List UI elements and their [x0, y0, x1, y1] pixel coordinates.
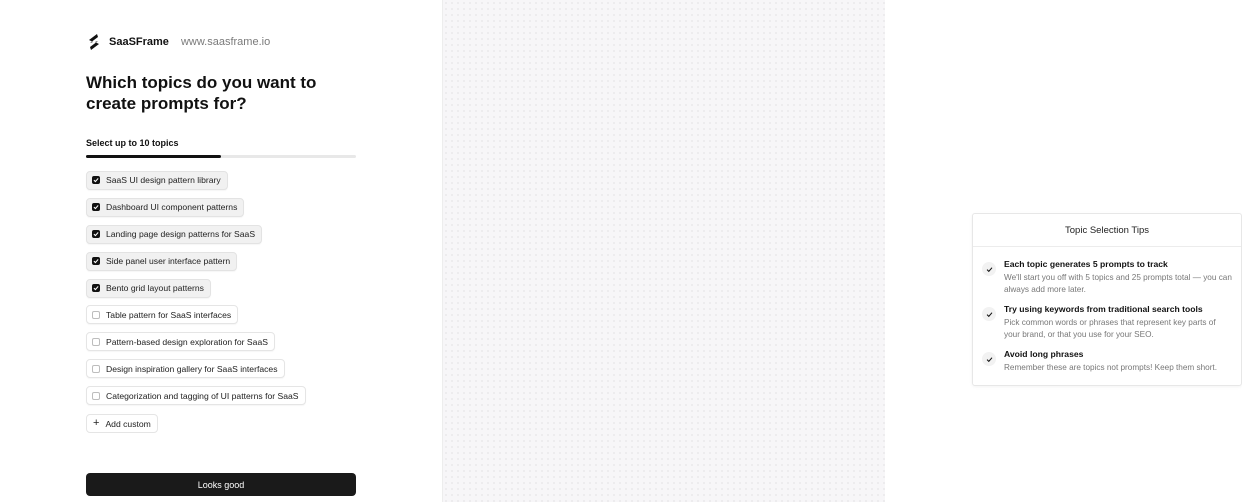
tip-body: Remember these are topics not prompts! Keep them short. [1004, 363, 1217, 372]
topic-option[interactable] [86, 359, 285, 378]
selection-limit-label: Select up to 10 topics [86, 138, 179, 148]
tips-card-title: Topic Selection Tips [973, 214, 1241, 247]
left-panel [0, 0, 443, 502]
topic-option[interactable] [86, 305, 238, 324]
topic-row [86, 224, 386, 251]
topic-option[interactable] [86, 386, 306, 405]
looks-good-button[interactable]: Looks good [86, 473, 356, 496]
selection-progress-bar [86, 155, 356, 158]
topic-row [86, 251, 386, 278]
check-icon [93, 258, 99, 264]
tips-card [972, 213, 1242, 386]
topic-option[interactable] [86, 279, 211, 298]
tip-title: Try using keywords from traditional search tools [1004, 304, 1203, 314]
page-title: Which topics do you want to create prompts for? [86, 73, 317, 113]
tip-item [982, 304, 1232, 340]
tip-item [982, 259, 1232, 295]
topic-label: Pattern-based design exploration for SaaS [106, 336, 268, 347]
checkbox-icon[interactable] [92, 176, 100, 184]
right-panel [443, 0, 1232, 502]
topic-option[interactable] [86, 225, 262, 244]
add-custom-row [86, 413, 386, 440]
checkbox-icon[interactable] [92, 311, 100, 319]
add-custom-button[interactable] [86, 414, 158, 433]
topic-row [86, 386, 386, 413]
check-icon [93, 204, 99, 210]
topic-row [86, 332, 386, 359]
topic-row [86, 359, 386, 386]
selection-progress-fill [86, 155, 221, 158]
check-icon [93, 231, 99, 237]
topic-row [86, 197, 386, 224]
topic-label: Landing page design patterns for SaaS [106, 229, 256, 239]
topic-option[interactable] [86, 171, 228, 190]
checkbox-icon[interactable] [92, 338, 100, 346]
tip-body: We'll start you off with 5 topics and 25 prompts total — you can always add more later. [1004, 273, 1232, 294]
topic-label: Side panel user interface pattern [106, 256, 231, 266]
topic-label: SaaS UI design pattern library [106, 175, 221, 185]
topic-label: Categorization and tagging of UI patterns for SaaS [106, 390, 299, 401]
check-icon [93, 285, 99, 291]
topic-label: Bento grid layout patterns [106, 283, 204, 293]
topic-option[interactable] [86, 332, 275, 351]
checkbox-icon[interactable] [92, 203, 100, 211]
topic-row [86, 170, 386, 197]
checkbox-icon[interactable] [92, 365, 100, 373]
tip-title: Each topic generates 5 prompts to track [1004, 259, 1168, 269]
topic-label: Dashboard UI component patterns [106, 202, 238, 212]
saasframe-logo-icon [87, 34, 101, 50]
check-icon [982, 352, 996, 366]
checkbox-icon[interactable] [92, 230, 100, 238]
tip-title: Avoid long phrases [1004, 349, 1084, 359]
check-icon [982, 262, 996, 276]
checkbox-icon[interactable] [92, 257, 100, 265]
checkbox-icon[interactable] [92, 284, 100, 292]
topic-list [86, 170, 386, 440]
brand-url[interactable]: www.saasframe.io [180, 36, 271, 48]
brand [87, 34, 270, 50]
check-icon [93, 177, 99, 183]
brand-name: SaaSFrame [109, 36, 169, 48]
topic-option[interactable] [86, 198, 244, 217]
checkbox-icon[interactable] [92, 392, 100, 400]
check-icon [982, 307, 996, 321]
add-custom-label: Add custom [105, 418, 151, 429]
plus-icon: + [93, 417, 100, 429]
topic-row [86, 305, 386, 332]
topic-label: Design inspiration gallery for SaaS interfaces [106, 363, 278, 374]
topic-row [86, 278, 386, 305]
topic-label: Table pattern for SaaS interfaces [106, 309, 232, 320]
topic-option[interactable] [86, 252, 237, 271]
tip-body: Pick common words or phrases that represent key parts of your brand, or that you use for your SEO. [1004, 318, 1216, 339]
tip-item [982, 349, 1232, 374]
